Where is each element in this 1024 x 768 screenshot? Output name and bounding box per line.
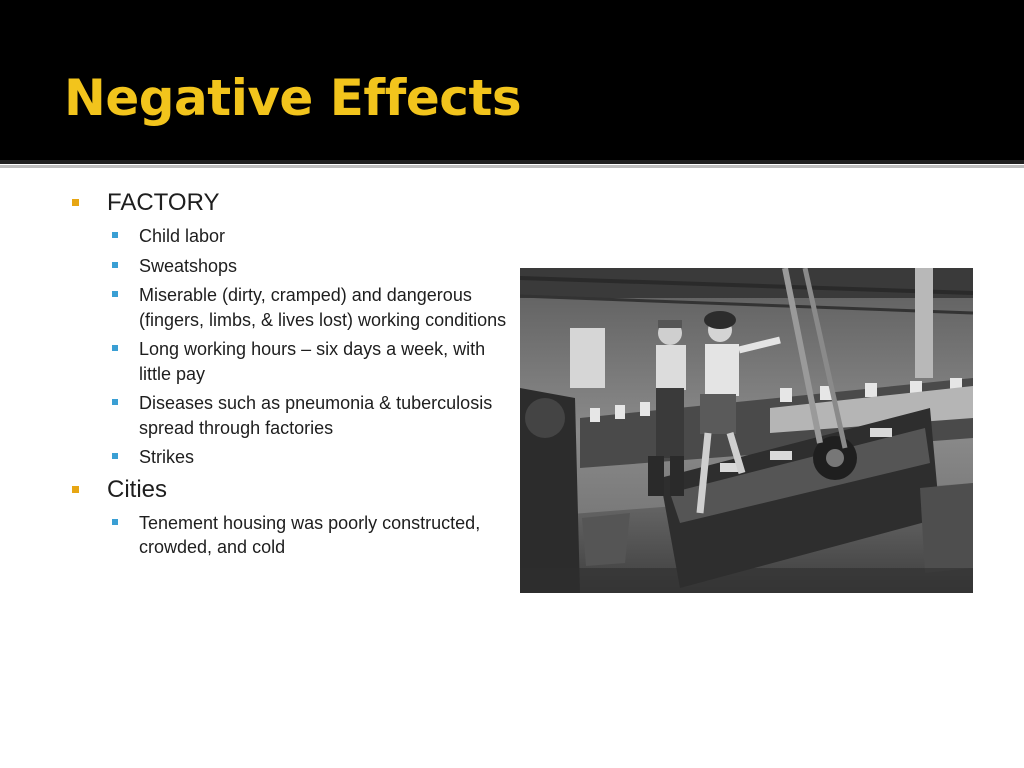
title-divider bbox=[0, 160, 1024, 164]
square-bullet-icon bbox=[72, 199, 79, 206]
bullet-text: Cities bbox=[107, 475, 168, 503]
sub-bullet bbox=[107, 254, 512, 279]
sub-bullet-text: Child labor bbox=[139, 226, 226, 246]
sub-bullet-text: Tenement housing was poorly constructed, crowded, and cold bbox=[139, 512, 481, 557]
bullet-cities bbox=[72, 475, 512, 505]
square-bullet-icon bbox=[72, 486, 79, 493]
cities-sub-list bbox=[107, 511, 512, 560]
sub-bullet bbox=[107, 224, 512, 249]
photo-illustration bbox=[520, 268, 973, 593]
square-bullet-icon bbox=[112, 345, 118, 351]
factory-sub-list bbox=[107, 224, 512, 470]
sub-bullet bbox=[107, 391, 512, 440]
bullet-factory bbox=[72, 188, 512, 218]
bullet-content bbox=[72, 188, 512, 565]
square-bullet-icon bbox=[112, 291, 118, 297]
factory-child-labor-photo bbox=[520, 268, 973, 593]
sub-bullet-text: Long working hours – six days a week, with little pay bbox=[139, 339, 486, 384]
sub-bullet-text: Miserable (dirty, cramped) and dangerous (fingers, limbs, & lives lost) working conditions bbox=[139, 285, 507, 330]
bullet-text: FACTORY bbox=[107, 189, 220, 216]
sub-bullet bbox=[107, 283, 512, 332]
square-bullet-icon bbox=[112, 519, 118, 525]
sub-bullet-text: Strikes bbox=[139, 447, 195, 467]
square-bullet-icon bbox=[112, 453, 118, 459]
slide-title: Negative Effects bbox=[64, 69, 522, 127]
title-divider-light bbox=[0, 165, 1024, 168]
sub-bullet-text: Diseases such as pneumonia & tuberculosis spread through factories bbox=[139, 393, 493, 438]
sub-bullet bbox=[107, 445, 512, 470]
sub-bullet bbox=[107, 511, 512, 560]
square-bullet-icon bbox=[112, 232, 118, 238]
square-bullet-icon bbox=[112, 399, 118, 405]
sub-bullet-text: Sweatshops bbox=[139, 255, 238, 276]
square-bullet-icon bbox=[112, 262, 118, 268]
sub-bullet bbox=[107, 337, 512, 386]
